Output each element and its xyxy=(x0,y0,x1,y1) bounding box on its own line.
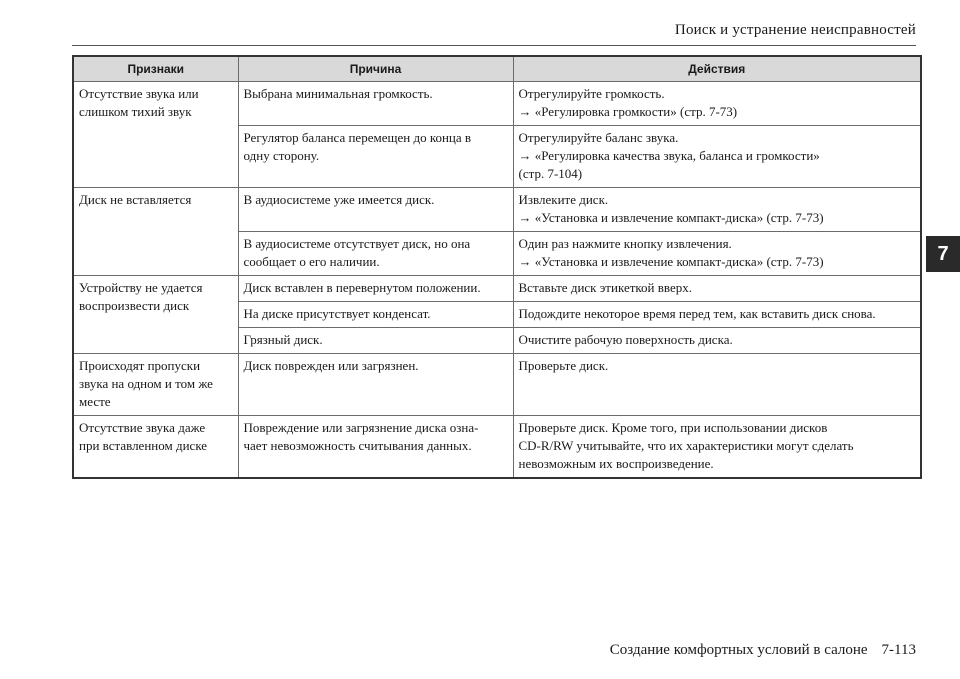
cause-cell xyxy=(238,276,513,302)
symptom-cell xyxy=(73,82,238,188)
cause-cell xyxy=(238,188,513,232)
table-header-row xyxy=(73,56,921,82)
symptom-text: звука на одном и том же xyxy=(79,376,213,391)
header-cause: Причина xyxy=(238,56,513,82)
action-text: Проверьте диск. xyxy=(518,358,609,373)
cause-text: В аудиосистеме отсутствует диск, но она xyxy=(243,236,471,251)
action-cell xyxy=(513,82,921,126)
action-text: Один раз нажмите кнопку извлечения. xyxy=(518,236,732,251)
page-footer xyxy=(610,642,916,659)
action-text: Отрегулируйте баланс звука. xyxy=(518,130,679,145)
action-text: → «Установка и извлечение компакт-диска» (стр. 7-73) xyxy=(518,254,824,269)
cause-text: Диск вставлен в перевернутом положении. xyxy=(243,280,481,295)
action-text: Вставьте диск этикеткой вверх. xyxy=(518,280,692,295)
cause-text: чает невозможность считывания данных. xyxy=(243,438,472,453)
action-text: Подождите некоторое время перед тем, как вставить диск снова. xyxy=(518,306,876,321)
cause-cell xyxy=(238,82,513,126)
action-text: CD-R/RW учитывайте, что их характеристики могут сделать xyxy=(518,438,854,453)
header-symptoms: Признаки xyxy=(73,56,238,82)
action-text: (стр. 7-104) xyxy=(518,166,583,181)
symptom-text: Диск не вставляется xyxy=(79,192,192,207)
symptom-cell xyxy=(73,416,238,479)
chapter-tab: 7 xyxy=(926,236,960,272)
troubleshooting-table xyxy=(72,55,922,479)
cause-text: Грязный диск. xyxy=(243,332,323,347)
action-text: → «Регулировка качества звука, баланса и громкости» xyxy=(518,148,820,163)
action-text: Извлеките диск. xyxy=(518,192,609,207)
cause-cell xyxy=(238,232,513,276)
symptom-text: Отсутствие звука даже xyxy=(79,420,206,435)
cause-text: На диске присутствует конденсат. xyxy=(243,306,431,321)
table-row xyxy=(73,188,921,232)
cause-cell xyxy=(238,354,513,416)
action-cell xyxy=(513,126,921,188)
action-cell xyxy=(513,232,921,276)
table-row xyxy=(73,354,921,416)
action-text: → «Установка и извлечение компакт-диска» (стр. 7-73) xyxy=(518,210,824,225)
symptom-text: воспроизвести диск xyxy=(79,298,190,313)
header-divider xyxy=(72,45,916,46)
cause-text: сообщает о его наличии. xyxy=(243,254,380,269)
footer-section-title: Создание комфортных условий в салоне xyxy=(609,642,868,658)
cause-text: Повреждение или загрязнение диска озна- xyxy=(243,420,479,435)
cause-cell xyxy=(238,416,513,479)
symptom-cell xyxy=(73,276,238,354)
table-row xyxy=(73,276,921,302)
page-number: 7-113 xyxy=(881,642,916,658)
cause-text: Выбрана минимальная громкость. xyxy=(243,86,433,101)
action-text: → «Регулировка громкости» (стр. 7-73) xyxy=(518,104,738,119)
symptom-text: Происходят пропуски xyxy=(79,358,201,373)
action-text: невозможным их воспроизведение. xyxy=(518,456,714,471)
symptom-text: Устройству не удается xyxy=(79,280,203,295)
action-text: Отрегулируйте громкость. xyxy=(518,86,665,101)
action-cell xyxy=(513,328,921,354)
cause-cell xyxy=(238,126,513,188)
cause-cell xyxy=(238,328,513,354)
action-text: Очистите рабочую поверхность диска. xyxy=(518,332,733,347)
action-cell xyxy=(513,302,921,328)
symptom-text: Отсутствие звука или xyxy=(79,86,199,101)
cause-text: Регулятор баланса перемещен до конца в xyxy=(243,130,472,145)
action-cell xyxy=(513,188,921,232)
cause-text: одну сторону. xyxy=(243,148,320,163)
cause-text: В аудиосистеме уже имеется диск. xyxy=(243,192,435,207)
header-actions: Действия xyxy=(513,56,921,82)
action-cell xyxy=(513,354,921,416)
cause-text: Диск поврежден или загрязнен. xyxy=(243,358,419,373)
symptom-text: слишком тихий звук xyxy=(79,104,192,119)
table-row xyxy=(73,82,921,126)
symptom-cell xyxy=(73,354,238,416)
page-header-title: Поиск и устранение неисправностей xyxy=(674,22,916,38)
symptom-cell xyxy=(73,188,238,276)
action-cell xyxy=(513,276,921,302)
symptom-text: месте xyxy=(79,394,111,409)
table-row xyxy=(73,416,921,479)
symptom-text: при вставленном диске xyxy=(79,438,208,453)
action-text: Проверьте диск. Кроме того, при использовании дисков xyxy=(518,420,828,435)
cause-cell xyxy=(238,302,513,328)
action-cell xyxy=(513,416,921,479)
